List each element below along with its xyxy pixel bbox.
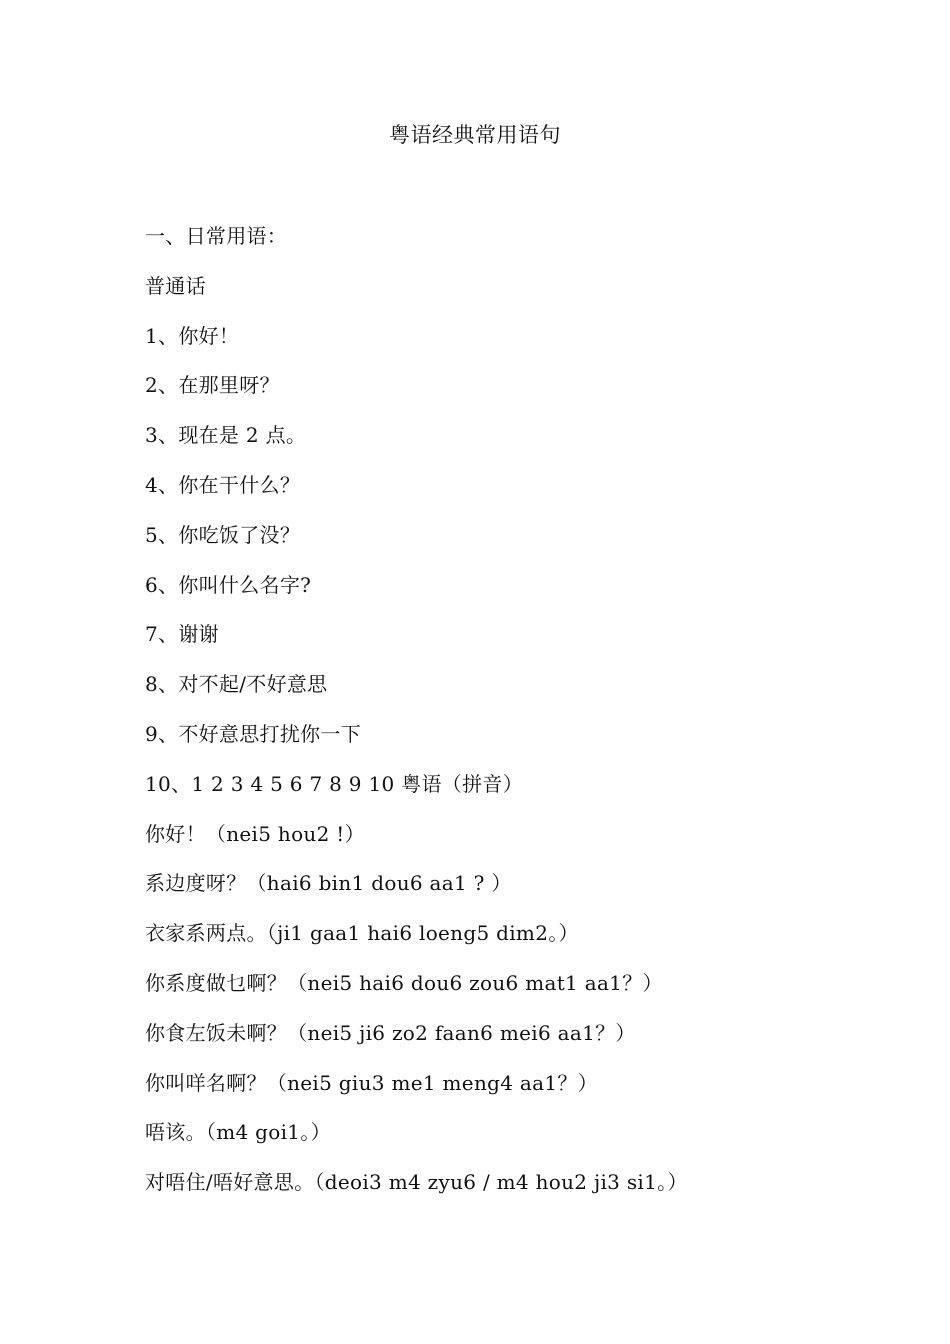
- phrase-line: 7、谢谢: [145, 622, 219, 647]
- cantonese-line: 你好！（nei5 hou2 !）: [145, 821, 365, 846]
- cantonese-line: 对唔住/唔好意思。（deoi3 m4 zyu6 / m4 hou2 ji3 si1。）: [145, 1170, 688, 1195]
- subheading-mandarin: 普通话: [145, 273, 206, 298]
- phrase-line: 9、不好意思打扰你一下: [145, 721, 362, 746]
- cantonese-line: 你叫咩名啊？（nei5 giu3 me1 meng4 aa1？）: [145, 1070, 598, 1095]
- document-title: 粤语经典常用语句: [389, 123, 561, 147]
- cantonese-line: 唔该。（m4 goi1。）: [145, 1120, 331, 1145]
- phrase-line: 2、在那里呀？: [145, 373, 280, 398]
- phrase-line: 5、你吃饭了没？: [145, 522, 301, 547]
- document-body: [145, 220, 885, 1216]
- section-heading: 一、日常用语：: [145, 224, 288, 248]
- phrase-line: 1、你好！: [145, 323, 240, 348]
- phrase-line: 6、你叫什么名字?: [145, 572, 312, 597]
- phrase-line: 3、现在是 2 点。: [145, 423, 307, 448]
- cantonese-line: 你食左饭未啊？（nei5 ji6 zo2 faan6 mei6 aa1？）: [145, 1020, 636, 1045]
- phrase-line: 4、你在干什么？: [145, 472, 301, 497]
- phrase-line: 10、1 2 3 4 5 6 7 8 9 10 粤语（拼音）: [145, 771, 523, 796]
- phrase-line: 8、对不起/不好意思: [145, 672, 328, 697]
- cantonese-line: 衣家系两点。（ji1 gaa1 hai6 loeng5 dim2。）: [145, 921, 579, 946]
- cantonese-line: 你系度做乜啊？（nei5 hai6 dou6 zou6 mat1 aa1？）: [145, 970, 663, 995]
- cantonese-line: 系边度呀？（hai6 bin1 dou6 aa1 ? ）: [145, 871, 512, 896]
